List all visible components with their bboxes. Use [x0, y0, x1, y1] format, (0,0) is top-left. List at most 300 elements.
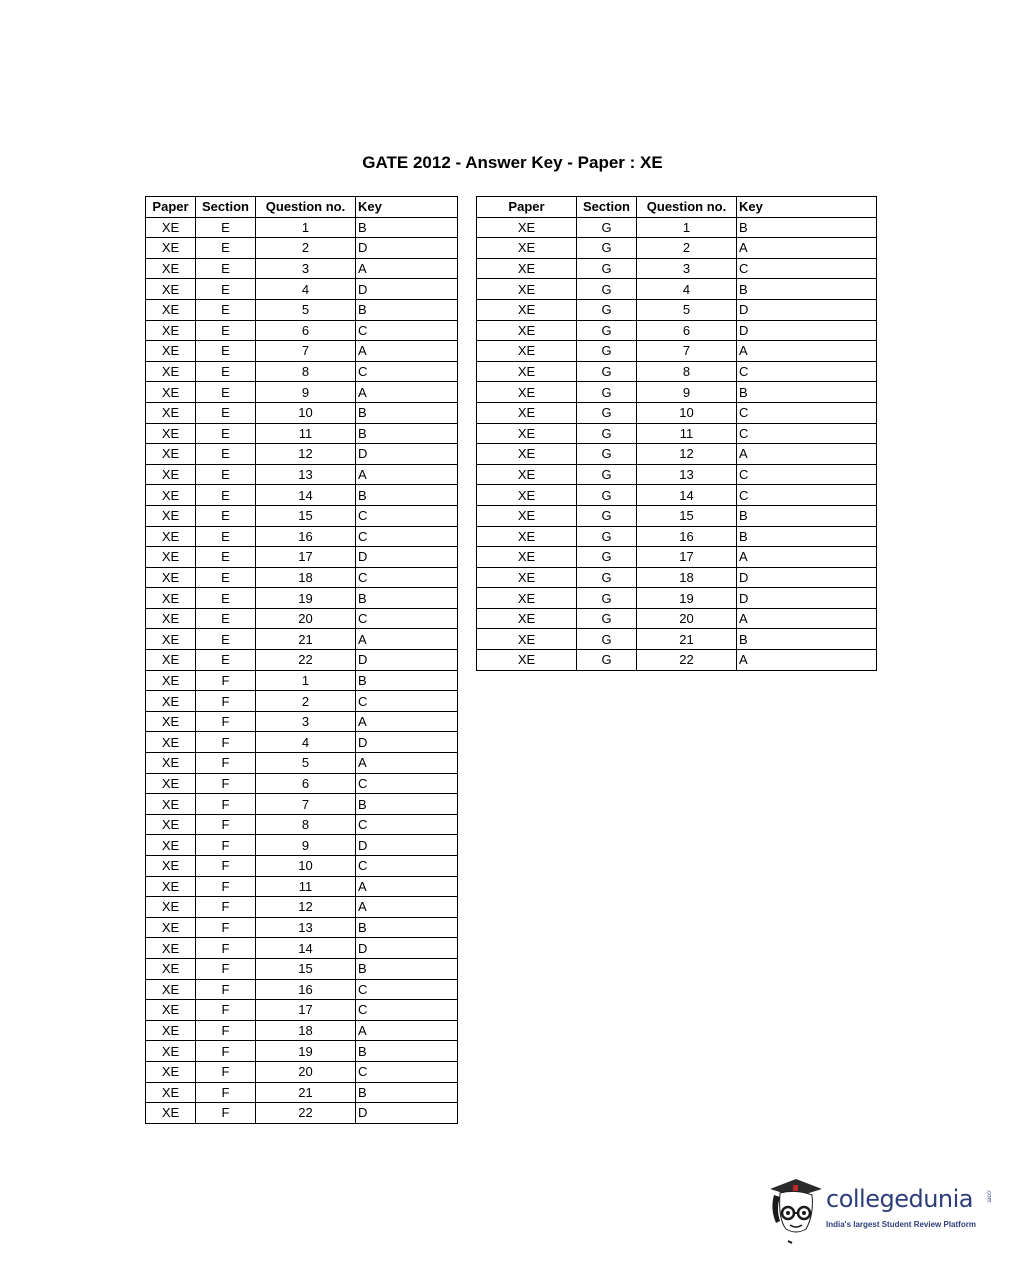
cell-key: C	[356, 1000, 458, 1021]
cell-section: F	[196, 917, 256, 938]
cell-paper: XE	[146, 341, 196, 362]
cell-key: C	[356, 1061, 458, 1082]
cell-question-no: 21	[637, 629, 737, 650]
table-row	[477, 238, 877, 259]
table-row	[146, 856, 458, 877]
cell-paper: XE	[146, 814, 196, 835]
table-row	[146, 217, 458, 238]
cell-key: A	[356, 753, 458, 774]
cell-question-no: 11	[637, 423, 737, 444]
cell-paper: XE	[146, 238, 196, 259]
cell-paper: XE	[477, 217, 577, 238]
cell-paper: XE	[146, 217, 196, 238]
cell-question-no: 15	[637, 505, 737, 526]
table-row	[146, 547, 458, 568]
cell-section: G	[577, 238, 637, 259]
table-row	[146, 1041, 458, 1062]
cell-section: G	[577, 341, 637, 362]
cell-section: E	[196, 588, 256, 609]
table-row	[146, 938, 458, 959]
table-row	[146, 835, 458, 856]
cell-paper: XE	[477, 588, 577, 609]
cell-paper: XE	[477, 382, 577, 403]
cell-question-no: 12	[637, 444, 737, 465]
cell-key: D	[356, 732, 458, 753]
cell-paper: XE	[146, 650, 196, 671]
cell-paper: XE	[146, 732, 196, 753]
cell-paper: XE	[146, 1082, 196, 1103]
cell-section: G	[577, 650, 637, 671]
cell-paper: XE	[146, 588, 196, 609]
cell-question-no: 8	[256, 361, 356, 382]
cell-question-no: 18	[256, 567, 356, 588]
cell-question-no: 17	[637, 547, 737, 568]
cell-question-no: 22	[256, 1103, 356, 1124]
header-paper: Paper	[477, 197, 577, 218]
cell-section: F	[196, 1020, 256, 1041]
cell-paper: XE	[477, 485, 577, 506]
cell-key: A	[356, 464, 458, 485]
table-row	[146, 711, 458, 732]
table-row	[146, 485, 458, 506]
cell-paper: XE	[146, 1020, 196, 1041]
cell-paper: XE	[146, 526, 196, 547]
cell-key: D	[356, 238, 458, 259]
table-row	[146, 1020, 458, 1041]
cell-key: C	[737, 464, 877, 485]
answer-key-table-right	[476, 196, 877, 671]
cell-section: E	[196, 650, 256, 671]
cell-question-no: 9	[256, 382, 356, 403]
table-row	[146, 258, 458, 279]
cell-section: G	[577, 217, 637, 238]
cell-key: B	[356, 423, 458, 444]
cell-question-no: 14	[256, 485, 356, 506]
cell-section: G	[577, 382, 637, 403]
cell-paper: XE	[146, 835, 196, 856]
cell-section: F	[196, 670, 256, 691]
cell-question-no: 11	[256, 876, 356, 897]
cell-question-no: 20	[637, 608, 737, 629]
cell-paper: XE	[146, 938, 196, 959]
table-row	[477, 505, 877, 526]
cell-question-no: 9	[637, 382, 737, 403]
cell-section: F	[196, 979, 256, 1000]
cell-question-no: 11	[256, 423, 356, 444]
cell-paper: XE	[146, 299, 196, 320]
answer-key-table-left	[145, 196, 458, 1124]
cell-section: G	[577, 299, 637, 320]
header-key: Key	[737, 197, 877, 218]
cell-section: G	[577, 505, 637, 526]
cell-section: F	[196, 835, 256, 856]
cell-question-no: 10	[637, 402, 737, 423]
table-row	[146, 588, 458, 609]
cell-question-no: 3	[256, 258, 356, 279]
cell-key: D	[356, 547, 458, 568]
cell-paper: XE	[477, 279, 577, 300]
table-row	[146, 979, 458, 1000]
cell-paper: XE	[146, 258, 196, 279]
cell-key: B	[356, 588, 458, 609]
cell-question-no: 8	[637, 361, 737, 382]
cell-question-no: 4	[637, 279, 737, 300]
table-row	[146, 1000, 458, 1021]
cell-question-no: 19	[637, 588, 737, 609]
cell-paper: XE	[146, 279, 196, 300]
table-header-row	[146, 197, 458, 218]
cell-key: B	[356, 794, 458, 815]
cell-key: C	[356, 567, 458, 588]
cell-paper: XE	[477, 299, 577, 320]
cell-key: A	[356, 711, 458, 732]
table-row	[146, 650, 458, 671]
cell-paper: XE	[146, 794, 196, 815]
cell-question-no: 14	[637, 485, 737, 506]
table-row	[146, 505, 458, 526]
cell-section: E	[196, 341, 256, 362]
cell-section: F	[196, 897, 256, 918]
cell-key: A	[737, 238, 877, 259]
cell-key: D	[356, 1103, 458, 1124]
cell-key: C	[737, 361, 877, 382]
header-question-no: Question no.	[637, 197, 737, 218]
cell-section: F	[196, 958, 256, 979]
cell-section: G	[577, 402, 637, 423]
table-row	[146, 238, 458, 259]
cell-section: E	[196, 361, 256, 382]
cell-paper: XE	[146, 979, 196, 1000]
cell-paper: XE	[146, 670, 196, 691]
cell-key: C	[356, 856, 458, 877]
cell-section: G	[577, 485, 637, 506]
cell-paper: XE	[146, 505, 196, 526]
table-row	[477, 320, 877, 341]
cell-question-no: 17	[256, 1000, 356, 1021]
table-row	[146, 464, 458, 485]
cell-question-no: 12	[256, 897, 356, 918]
cell-paper: XE	[477, 505, 577, 526]
cell-key: D	[356, 650, 458, 671]
cell-question-no: 16	[637, 526, 737, 547]
cell-section: F	[196, 1000, 256, 1021]
cell-paper: XE	[146, 753, 196, 774]
table-row	[146, 773, 458, 794]
cell-section: F	[196, 691, 256, 712]
cell-paper: XE	[146, 691, 196, 712]
cell-question-no: 17	[256, 547, 356, 568]
table-row	[477, 629, 877, 650]
cell-paper: XE	[146, 485, 196, 506]
cell-paper: XE	[146, 958, 196, 979]
cell-paper: XE	[477, 526, 577, 547]
cell-section: G	[577, 588, 637, 609]
table-row	[146, 691, 458, 712]
cell-section: E	[196, 547, 256, 568]
cell-section: F	[196, 1041, 256, 1062]
cell-section: F	[196, 1061, 256, 1082]
cell-key: A	[356, 341, 458, 362]
cell-section: G	[577, 464, 637, 485]
cell-question-no: 22	[256, 650, 356, 671]
table-row	[146, 402, 458, 423]
cell-paper: XE	[146, 608, 196, 629]
table-row	[146, 794, 458, 815]
cell-question-no: 2	[256, 691, 356, 712]
cell-section: E	[196, 505, 256, 526]
cell-key: A	[737, 547, 877, 568]
table-row	[146, 341, 458, 362]
table-row	[477, 299, 877, 320]
cell-key: B	[356, 1041, 458, 1062]
cell-key: C	[356, 691, 458, 712]
page-title: GATE 2012 - Answer Key - Paper : XE	[362, 153, 663, 172]
cell-key: B	[737, 382, 877, 403]
cell-paper: XE	[477, 608, 577, 629]
table-row	[477, 464, 877, 485]
cell-section: G	[577, 567, 637, 588]
cell-paper: XE	[477, 650, 577, 671]
cell-section: G	[577, 423, 637, 444]
cell-key: C	[737, 485, 877, 506]
cell-paper: XE	[477, 402, 577, 423]
cell-section: E	[196, 444, 256, 465]
cell-question-no: 21	[256, 1082, 356, 1103]
cell-paper: XE	[146, 382, 196, 403]
cell-section: E	[196, 402, 256, 423]
cell-key: C	[737, 258, 877, 279]
table-header-row	[477, 197, 877, 218]
cell-section: F	[196, 773, 256, 794]
cell-question-no: 15	[256, 958, 356, 979]
cell-section: E	[196, 526, 256, 547]
cell-paper: XE	[146, 773, 196, 794]
table-row	[146, 670, 458, 691]
cell-paper: XE	[146, 567, 196, 588]
cell-section: E	[196, 629, 256, 650]
cell-paper: XE	[477, 423, 577, 444]
table-row	[477, 485, 877, 506]
cell-question-no: 19	[256, 1041, 356, 1062]
table-row	[146, 382, 458, 403]
cell-key: C	[356, 608, 458, 629]
cell-section: E	[196, 258, 256, 279]
cell-section: F	[196, 732, 256, 753]
cell-section: F	[196, 814, 256, 835]
cell-key: D	[737, 588, 877, 609]
cell-paper: XE	[477, 464, 577, 485]
table-row	[146, 1103, 458, 1124]
table-row	[146, 567, 458, 588]
table-row	[477, 547, 877, 568]
cell-question-no: 1	[256, 217, 356, 238]
cell-key: C	[356, 320, 458, 341]
table-row	[146, 958, 458, 979]
cell-question-no: 7	[256, 341, 356, 362]
header-section: Section	[577, 197, 637, 218]
cell-question-no: 1	[256, 670, 356, 691]
cell-section: G	[577, 320, 637, 341]
table-row	[146, 361, 458, 382]
cell-key: D	[737, 567, 877, 588]
cell-paper: XE	[146, 1103, 196, 1124]
table-row	[146, 629, 458, 650]
cell-question-no: 2	[256, 238, 356, 259]
cell-key: B	[356, 299, 458, 320]
cell-question-no: 7	[637, 341, 737, 362]
cell-paper: XE	[146, 1000, 196, 1021]
table-row	[146, 423, 458, 444]
cell-key: A	[356, 382, 458, 403]
cell-key: B	[356, 917, 458, 938]
table-row	[477, 361, 877, 382]
cell-key: D	[356, 279, 458, 300]
cell-paper: XE	[477, 320, 577, 341]
cell-key: B	[737, 629, 877, 650]
cell-question-no: 13	[256, 917, 356, 938]
cell-section: E	[196, 608, 256, 629]
cell-key: A	[356, 876, 458, 897]
cell-key: B	[356, 670, 458, 691]
cell-key: C	[356, 814, 458, 835]
table-row	[477, 258, 877, 279]
cell-question-no: 22	[637, 650, 737, 671]
cell-section: G	[577, 279, 637, 300]
cell-question-no: 18	[637, 567, 737, 588]
table-row	[146, 732, 458, 753]
table-row	[477, 382, 877, 403]
cell-section: F	[196, 876, 256, 897]
cell-key: D	[356, 444, 458, 465]
table-row	[477, 217, 877, 238]
cell-question-no: 4	[256, 279, 356, 300]
cell-paper: XE	[146, 897, 196, 918]
cell-key: A	[737, 650, 877, 671]
cell-paper: XE	[477, 258, 577, 279]
cell-paper: XE	[146, 629, 196, 650]
table-row	[146, 279, 458, 300]
cell-paper: XE	[477, 547, 577, 568]
cell-question-no: 12	[256, 444, 356, 465]
cell-paper: XE	[146, 711, 196, 732]
cell-section: E	[196, 382, 256, 403]
header-key: Key	[356, 197, 458, 218]
cell-question-no: 1	[637, 217, 737, 238]
cell-section: E	[196, 238, 256, 259]
cell-section: G	[577, 361, 637, 382]
table-row	[477, 567, 877, 588]
table-row	[146, 320, 458, 341]
cell-question-no: 2	[637, 238, 737, 259]
cell-paper: XE	[146, 876, 196, 897]
cell-section: G	[577, 608, 637, 629]
cell-paper: XE	[477, 341, 577, 362]
cell-paper: XE	[146, 917, 196, 938]
cell-question-no: 3	[637, 258, 737, 279]
cell-key: C	[356, 526, 458, 547]
cell-key: A	[356, 1020, 458, 1041]
cell-key: A	[356, 629, 458, 650]
cell-question-no: 10	[256, 856, 356, 877]
cell-key: B	[356, 958, 458, 979]
cell-question-no: 14	[256, 938, 356, 959]
cell-question-no: 7	[256, 794, 356, 815]
cell-key: B	[737, 505, 877, 526]
cell-section: F	[196, 794, 256, 815]
cell-key: A	[737, 444, 877, 465]
table-row	[146, 876, 458, 897]
cell-paper: XE	[146, 856, 196, 877]
cell-paper: XE	[477, 444, 577, 465]
header-question-no: Question no.	[256, 197, 356, 218]
table-row	[477, 588, 877, 609]
cell-key: B	[356, 217, 458, 238]
table-row	[146, 917, 458, 938]
cell-question-no: 20	[256, 1061, 356, 1082]
cell-key: C	[356, 505, 458, 526]
cell-key: C	[737, 402, 877, 423]
table-row	[146, 444, 458, 465]
table-row	[477, 650, 877, 671]
cell-key: C	[356, 773, 458, 794]
table-row	[477, 423, 877, 444]
cell-key: D	[737, 320, 877, 341]
cell-key: D	[356, 938, 458, 959]
cell-question-no: 5	[256, 753, 356, 774]
cell-key: A	[356, 897, 458, 918]
cell-section: E	[196, 320, 256, 341]
cell-paper: XE	[146, 1061, 196, 1082]
cell-key: C	[356, 979, 458, 1000]
cell-key: A	[737, 341, 877, 362]
cell-key: D	[356, 835, 458, 856]
cell-question-no: 13	[256, 464, 356, 485]
cell-section: F	[196, 711, 256, 732]
cell-paper: XE	[477, 238, 577, 259]
table-row	[146, 608, 458, 629]
cell-question-no: 10	[256, 402, 356, 423]
table-row	[146, 299, 458, 320]
cell-section: F	[196, 1082, 256, 1103]
cell-section: E	[196, 567, 256, 588]
table-row	[146, 1082, 458, 1103]
header-paper: Paper	[146, 197, 196, 218]
cell-paper: XE	[146, 547, 196, 568]
collegedunia-logo	[766, 1175, 996, 1250]
cell-section: E	[196, 279, 256, 300]
cell-key: B	[356, 402, 458, 423]
cell-question-no: 21	[256, 629, 356, 650]
cell-section: G	[577, 629, 637, 650]
cell-key: B	[737, 526, 877, 547]
cell-paper: XE	[146, 402, 196, 423]
cell-paper: XE	[146, 1041, 196, 1062]
table-row	[146, 897, 458, 918]
cell-question-no: 18	[256, 1020, 356, 1041]
cell-question-no: 19	[256, 588, 356, 609]
cell-question-no: 8	[256, 814, 356, 835]
cell-question-no: 20	[256, 608, 356, 629]
cell-paper: XE	[477, 361, 577, 382]
cell-section: E	[196, 217, 256, 238]
logo-domain: .com	[985, 1189, 992, 1203]
cell-section: E	[196, 423, 256, 444]
cell-paper: XE	[146, 464, 196, 485]
cell-key: B	[356, 1082, 458, 1103]
cell-section: F	[196, 938, 256, 959]
cell-section: F	[196, 856, 256, 877]
cell-paper: XE	[477, 629, 577, 650]
